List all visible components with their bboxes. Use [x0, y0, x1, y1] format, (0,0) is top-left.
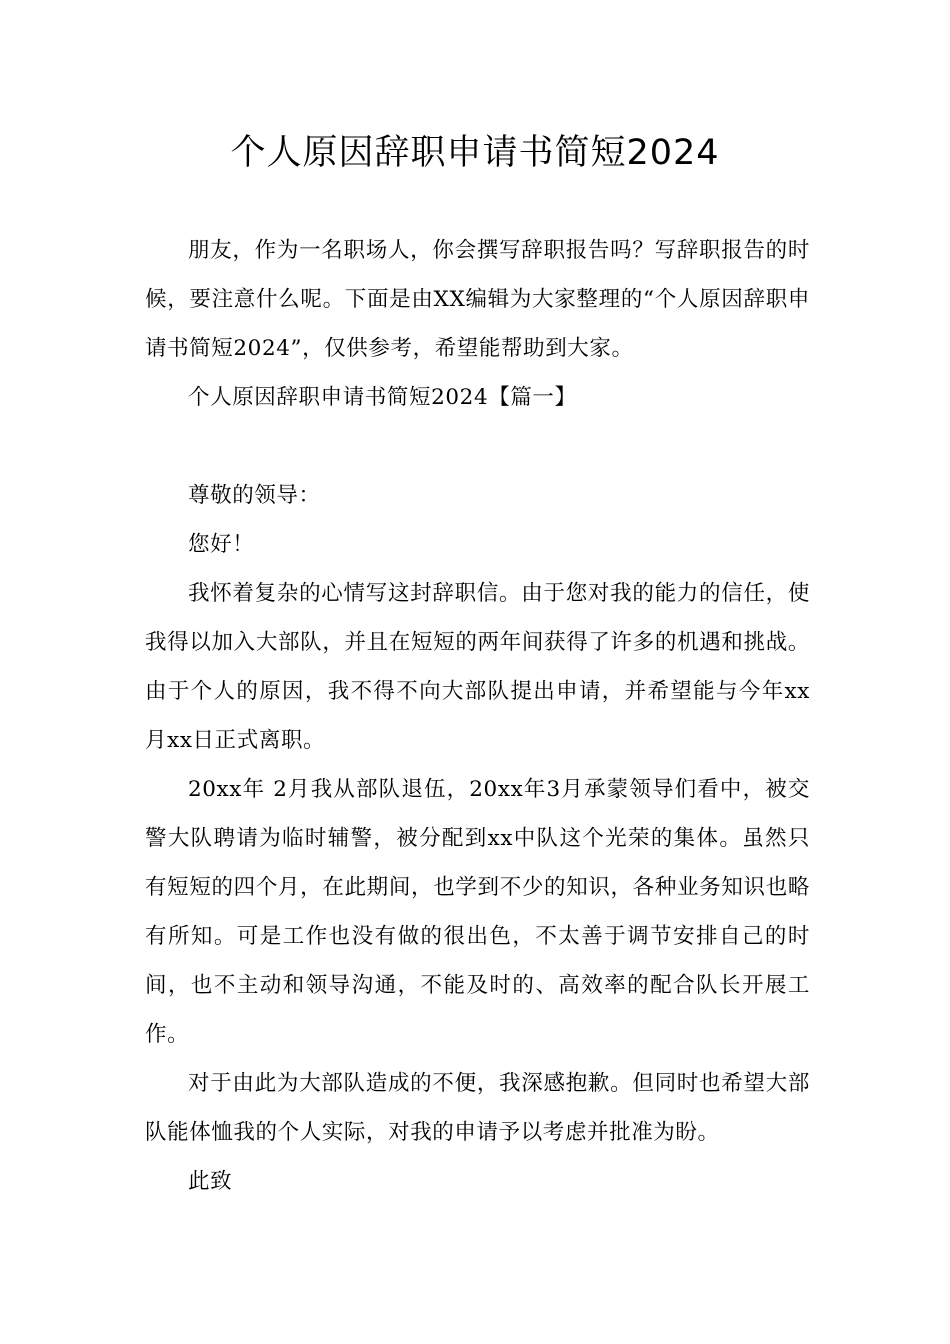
salutation: 尊敬的领导：: [188, 483, 321, 508]
document-body: [145, 226, 810, 1206]
body-paragraph-3: 对于由此为大部队造成的不便，我深感抱歉。但同时也希望大部队能体恤我的个人实际，对我的申请予以考虑并批准为盼。: [145, 1071, 810, 1145]
closing: 此致: [188, 1169, 233, 1194]
blank-line: [145, 422, 810, 471]
section-heading: 个人原因辞职申请书简短2024【篇一】: [188, 385, 577, 410]
document-title: 个人原因辞职申请书简短2024: [230, 133, 720, 173]
intro-paragraph: 朋友，作为一名职场人，你会撰写辞职报告吗？写辞职报告的时候，要注意什么呢。下面是由XX编辑为大家整理的“个人原因辞职申请书简短2024”，仅供参考，希望能帮助到大家。: [145, 238, 810, 361]
greeting: 您好！: [188, 532, 255, 557]
body-paragraph-2: 20xx年 2月我从部队退伍，20xx年3月承蒙领导们看中，被交警大队聘请为临时辅警，被分配到xx中队这个光荣的集体。虽然只有短短的四个月，在此期间，也学到不少的知识，各种业务知识也略有所知。可是工作也没有做的很出色，不太善于调节安排自己的时间，也不主动和领导沟通，不能及时的、高效率的配合队长开展工作。: [145, 777, 810, 1047]
body-paragraph-1: 我怀着复杂的心情写这封辞职信。由于您对我的能力的信任，使我得以加入大部队，并且在短短的两年间获得了许多的机遇和挑战。由于个人的原因，我不得不向大部队提出申请，并希望能与今年xx月xx日正式离职。: [145, 581, 810, 753]
